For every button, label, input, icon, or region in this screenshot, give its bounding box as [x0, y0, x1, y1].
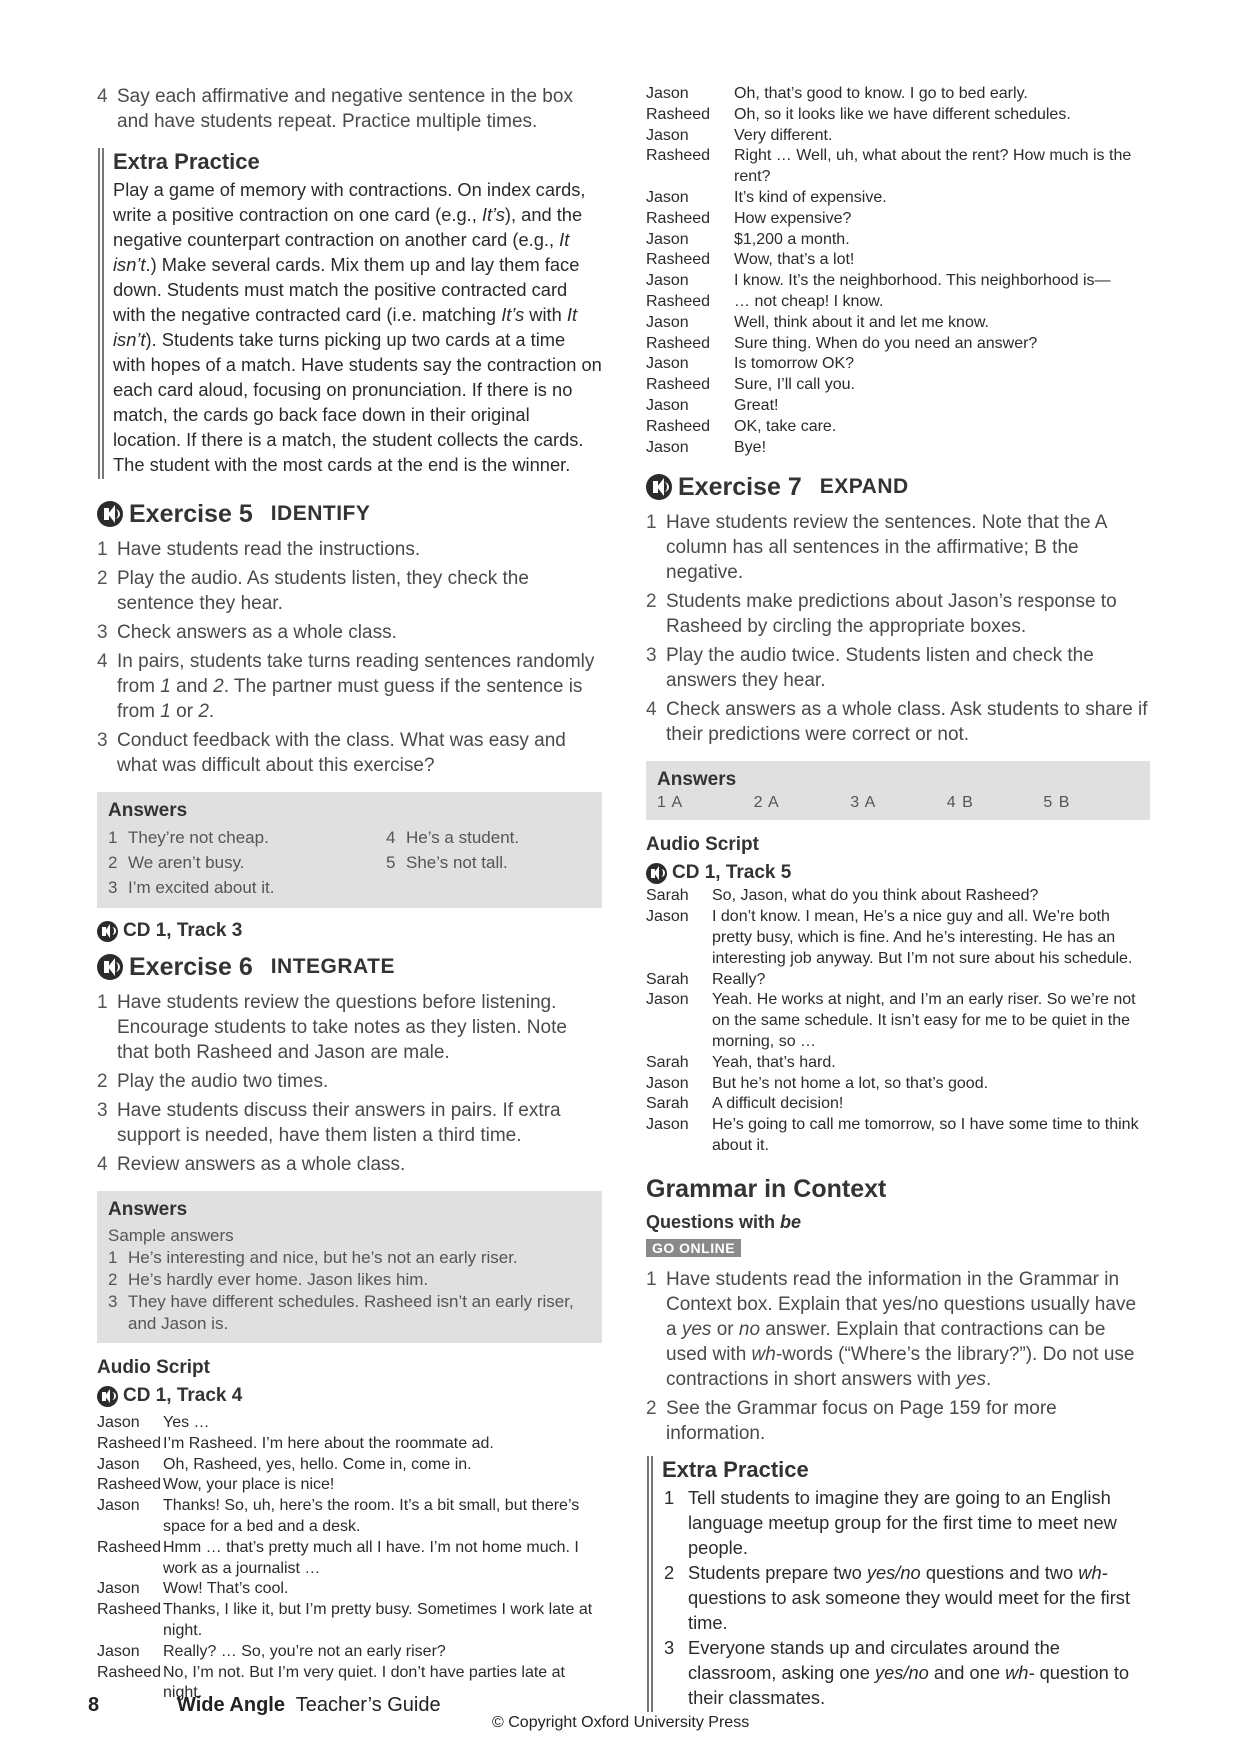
script-speaker: Jason [97, 1497, 140, 1515]
script-speaker: Jason [646, 1116, 689, 1134]
right-column [646, 84, 1150, 1732]
track-label-cd1-5: CD 1, Track 5 [646, 862, 1150, 884]
track-label-cd1-4: CD 1, Track 4 [97, 1385, 602, 1407]
script-line: But he’s not home a lot, so that’s good. [712, 1074, 989, 1092]
step: 2 Play the audio. As students listen, they check the sentence they hear. [97, 568, 529, 614]
go-online-badge[interactable]: GO ONLINE [646, 1239, 741, 1257]
audio-script-title: Audio Script [97, 1357, 210, 1378]
script-line: Thanks! So, uh, here’s the room. It’s a bit small, but there’s space for a bed and a desk. [163, 1497, 580, 1535]
script-line: So, Jason, what do you think about Rasheed? [712, 887, 1039, 905]
exercise-6-answers: Answers Sample answers 1 He’s interesting and nice, but he’s not an early riser. 2 He’s hardly ever home. Jason likes him. 3 They have different schedules. Rasheed isn’t an early riser, and Jason is. [97, 1191, 602, 1343]
exercise-6-heading: Exercise 6 INTEGRATE [97, 952, 602, 982]
answer: 2 A [753, 794, 780, 812]
script-speaker: Sarah [646, 1053, 689, 1071]
script-speaker: Rasheed [646, 147, 711, 165]
script-speaker: Rasheed [97, 1538, 162, 1556]
script-line: Wow, your place is nice! [163, 1476, 335, 1494]
step: 3 Have students discuss their answers in pairs. If extra support is needed, have them listen a third time. [97, 1100, 561, 1146]
step: 4 Review answers as a whole class. [97, 1154, 406, 1175]
answer: 3 I’m excited about it. [108, 878, 275, 897]
answer: 1 A [657, 794, 684, 812]
copyright-notice: © Copyright Oxford University Press [492, 1714, 750, 1731]
exercise-6-steps [97, 990, 602, 1177]
script-line: I’m Rasheed. I’m here about the roommate ad. [163, 1434, 494, 1452]
answer: 1 They’re not cheap. [108, 828, 269, 847]
step: 2 See the Grammar focus on Page 159 for more information. [646, 1397, 1057, 1444]
script-speaker: Jason [646, 355, 689, 373]
answer: 5 B [1043, 794, 1071, 812]
script-line: A difficult decision! [712, 1095, 844, 1113]
script-speaker: Jason [646, 1074, 689, 1092]
script-line: Very different. [734, 126, 833, 144]
extra-practice-title: Extra Practice [113, 149, 260, 174]
script-line: … not cheap! I know. [734, 292, 884, 310]
script-speaker: Jason [97, 1642, 140, 1660]
script-line: OK, take care. [734, 417, 837, 435]
audio-icon[interactable] [97, 501, 123, 527]
script-speaker: Jason [646, 438, 689, 456]
script-speaker: Rasheed [646, 209, 711, 227]
step: 4 Say each affirmative and negative sentence in the box and have students repeat. Practice multiple times. [97, 86, 573, 132]
audio-icon[interactable] [97, 921, 118, 942]
step: 4 Check answers as a whole class. Ask students to share if their predictions were correct or not. [646, 699, 1148, 746]
script-speaker: Jason [97, 1580, 140, 1598]
intro-steps [97, 84, 602, 134]
script-line: Yes … [163, 1414, 210, 1431]
page-number: 8 [88, 1694, 100, 1716]
step: 3 Conduct feedback with the class. What was easy and what was difficult about this exercise? [97, 730, 566, 776]
answer: 1 He’s interesting and nice, but he’s not an early riser. [108, 1248, 518, 1267]
answer: 4 B [946, 794, 974, 812]
script-speaker: Rasheed [97, 1663, 162, 1681]
exercise-5-answers: Answers 1 They’re not cheap. 4 He’s a student. 2 We aren’t busy. 5 She’s not tall. 3 I’m excited about it. [97, 792, 602, 908]
script-speaker: Sarah [646, 970, 689, 988]
audio-script-track-5 [646, 886, 1150, 1156]
exercise-7-heading: Exercise 7 EXPAND [646, 472, 1150, 502]
script-line: Sure, I’ll call you. [734, 376, 855, 394]
step: 2 Students prepare two yes/no questions and two wh- questions to ask someone they would meet for the first time. [664, 1561, 1131, 1633]
script-line: Wow! That’s cool. [163, 1580, 289, 1598]
script-line: I don’t know. I mean, He’s a nice guy and all. We’re both pretty busy, which is fine. And he’s interesting. He has an interesting job anyway. But I’m not sure about his schedule. [712, 908, 1133, 967]
script-speaker: Rasheed [646, 376, 711, 394]
script-speaker: Rasheed [97, 1601, 162, 1619]
grammar-in-context-title: Grammar in Context [646, 1174, 887, 1203]
track-label-cd1-3: CD 1, Track 3 [97, 920, 602, 942]
script-line: Bye! [734, 438, 767, 456]
script-line: Really? [712, 970, 766, 988]
exercise-5-heading: Exercise 5 IDENTIFY [97, 499, 602, 529]
grammar-subtitle: Questions with be [646, 1211, 802, 1232]
script-speaker: Sarah [646, 887, 689, 905]
script-line: Thanks, I like it, but I’m pretty busy. Sometimes I work late at night. [163, 1601, 593, 1639]
exercise-7-steps [646, 510, 1150, 747]
script-speaker: Rasheed [646, 334, 711, 352]
step: 2 Students make predictions about Jason’s response to Rasheed by circling the appropriate boxes. [646, 591, 1117, 638]
script-line: Well, think about it and let me know. [734, 313, 989, 331]
step: 1 Have students read the information in the Grammar in Context box. Explain that yes/no questions usually have a yes or no answer. Explain that contractions can be used with wh-words (“Where’s the library?”). Do not use contractions in short answers with yes. [646, 1268, 1137, 1390]
script-line: Is tomorrow OK? [734, 355, 855, 373]
answer: 3 They have different schedules. Rasheed isn’t an early riser, and Jason is. [108, 1292, 574, 1333]
step: 4 In pairs, students take turns reading sentences randomly from 1 and 2. The partner must guess if the sentence is from 1 or 2. [97, 651, 595, 722]
book-title: Wide Angle Teacher’s Guide [177, 1694, 441, 1716]
script-speaker: Rasheed [97, 1434, 162, 1452]
grammar-steps [646, 1267, 1150, 1446]
script-speaker: Sarah [646, 1095, 689, 1113]
script-speaker: Jason [646, 908, 689, 926]
script-line: Yeah. He works at night, and I’m an early riser. So we’re not on the same schedule. It isn’t easy for me to be quiet in the morning, so … [712, 991, 1136, 1050]
script-speaker: Jason [646, 272, 689, 290]
script-line: Sure thing. When do you need an answer? [734, 334, 1038, 352]
script-line: Hmm … that’s pretty much all I have. I’m not home much. I work as a journalist … [163, 1538, 579, 1577]
script-speaker: Rasheed [646, 251, 711, 269]
script-line: No, I’m not. But I’m very quiet. I don’t have parties late at night. [163, 1663, 565, 1702]
script-line: I know. It’s the neighborhood. This neighborhood is— [734, 272, 1111, 290]
script-speaker: Jason [646, 230, 689, 248]
extra-practice-box-2: Extra Practice 1 Tell students to imagine they are going to an English language meetup group for the first time to meet new people. 2 Students prepare two yes/no questions and two wh- questions to ask someone they would meet for the first time. 3 Everyone stands up and circulates around the classroom, asking one yes/no and one wh- question to their classmates. [647, 1456, 1150, 1712]
audio-script-title: Audio Script [646, 834, 759, 856]
script-speaker: Rasheed [97, 1476, 162, 1494]
script-speaker: Jason [97, 1414, 140, 1431]
script-line: It’s kind of expensive. [734, 188, 887, 206]
script-line: How expensive? [734, 209, 852, 227]
step: 3 Play the audio twice. Students listen and check the answers they hear. [646, 645, 1094, 692]
answer: 3 A [850, 794, 877, 812]
exercise-5-steps [97, 537, 602, 778]
script-line: Right … Well, uh, what about the rent? How much is the rent? [734, 147, 1132, 186]
script-line: Great! [734, 396, 779, 414]
script-speaker: Jason [646, 396, 689, 414]
audio-script-track-4-continued [646, 84, 1150, 458]
left-column [97, 84, 602, 1704]
step: 3 Everyone stands up and circulates around the classroom, asking one yes/no and one wh- question to their classmates. [664, 1636, 1130, 1708]
step: 2 Play the audio two times. [97, 1071, 329, 1092]
answer: 4 He’s a student. [386, 828, 520, 847]
script-line: $1,200 a month. [734, 230, 850, 248]
script-line: Yeah, that’s hard. [712, 1053, 836, 1071]
script-speaker: Jason [646, 991, 689, 1009]
script-speaker: Rasheed [646, 292, 711, 310]
step: 1 Have students review the sentences. Note that the A column has all sentences in the affirmative; B the negative. [646, 512, 1107, 584]
page-footer [88, 1694, 1188, 1731]
step: 3 Check answers as a whole class. [97, 622, 397, 643]
audio-icon[interactable] [97, 954, 123, 980]
audio-script-track-4 [97, 1413, 602, 1704]
answer: 2 We aren’t busy. [108, 853, 245, 872]
script-line: He’s going to call me tomorrow, so I have some time to think about it. [712, 1116, 1139, 1154]
audio-icon[interactable] [97, 1386, 118, 1407]
script-speaker: Rasheed [646, 105, 711, 123]
script-speaker: Jason [646, 126, 689, 144]
extra-practice-box [98, 148, 602, 479]
step: 1 Tell students to imagine they are going to an English language meetup group for the first time to meet new people. [664, 1486, 1117, 1558]
answer: 2 He’s hardly ever home. Jason likes him. [108, 1270, 429, 1289]
audio-icon[interactable] [646, 474, 672, 500]
script-line: Wow, that’s a lot! [734, 251, 855, 269]
script-speaker: Jason [646, 85, 689, 102]
script-line: Oh, that’s good to know. I go to bed early. [734, 85, 1028, 102]
extra-practice-text: Play a game of memory with contractions. On index cards, write a positive contraction on one card (e.g., It’s), and the negative counterpart contraction on another card (e.g., It isn’t.) Make several cards. Mix them up and lay them face down. Students must match the positive contracted card with the negative contracted card (i.e. matching It’s with It isn’t). Students take turns picking up two cards at a time with hopes of a match. Have students say the contraction on each card aloud, focusing on pronunciation. If there is no match, the cards go back face down in their original location. If there is a match, the student collects the cards. The student with the most cards at the end is the winner. [113, 179, 602, 475]
answer: 5 She’s not tall. [386, 853, 508, 872]
step: 1 Have students read the instructions. [97, 539, 421, 560]
audio-icon[interactable] [646, 863, 667, 884]
script-line: Oh, so it looks like we have different schedules. [734, 105, 1071, 123]
exercise-7-answers: Answers 1 A 2 A 3 A 4 B 5 B [646, 761, 1150, 820]
step: 1 Have students review the questions before listening. Encourage students to take notes as they listen. Note that both Rasheed and Jason are male. [97, 992, 567, 1063]
script-speaker: Rasheed [646, 417, 711, 435]
script-speaker: Jason [97, 1455, 140, 1473]
script-line: Really? … So, you’re not an early riser? [163, 1642, 446, 1660]
script-speaker: Jason [646, 188, 689, 206]
script-speaker: Jason [646, 313, 689, 331]
script-line: Oh, Rasheed, yes, hello. Come in, come in. [163, 1455, 472, 1473]
